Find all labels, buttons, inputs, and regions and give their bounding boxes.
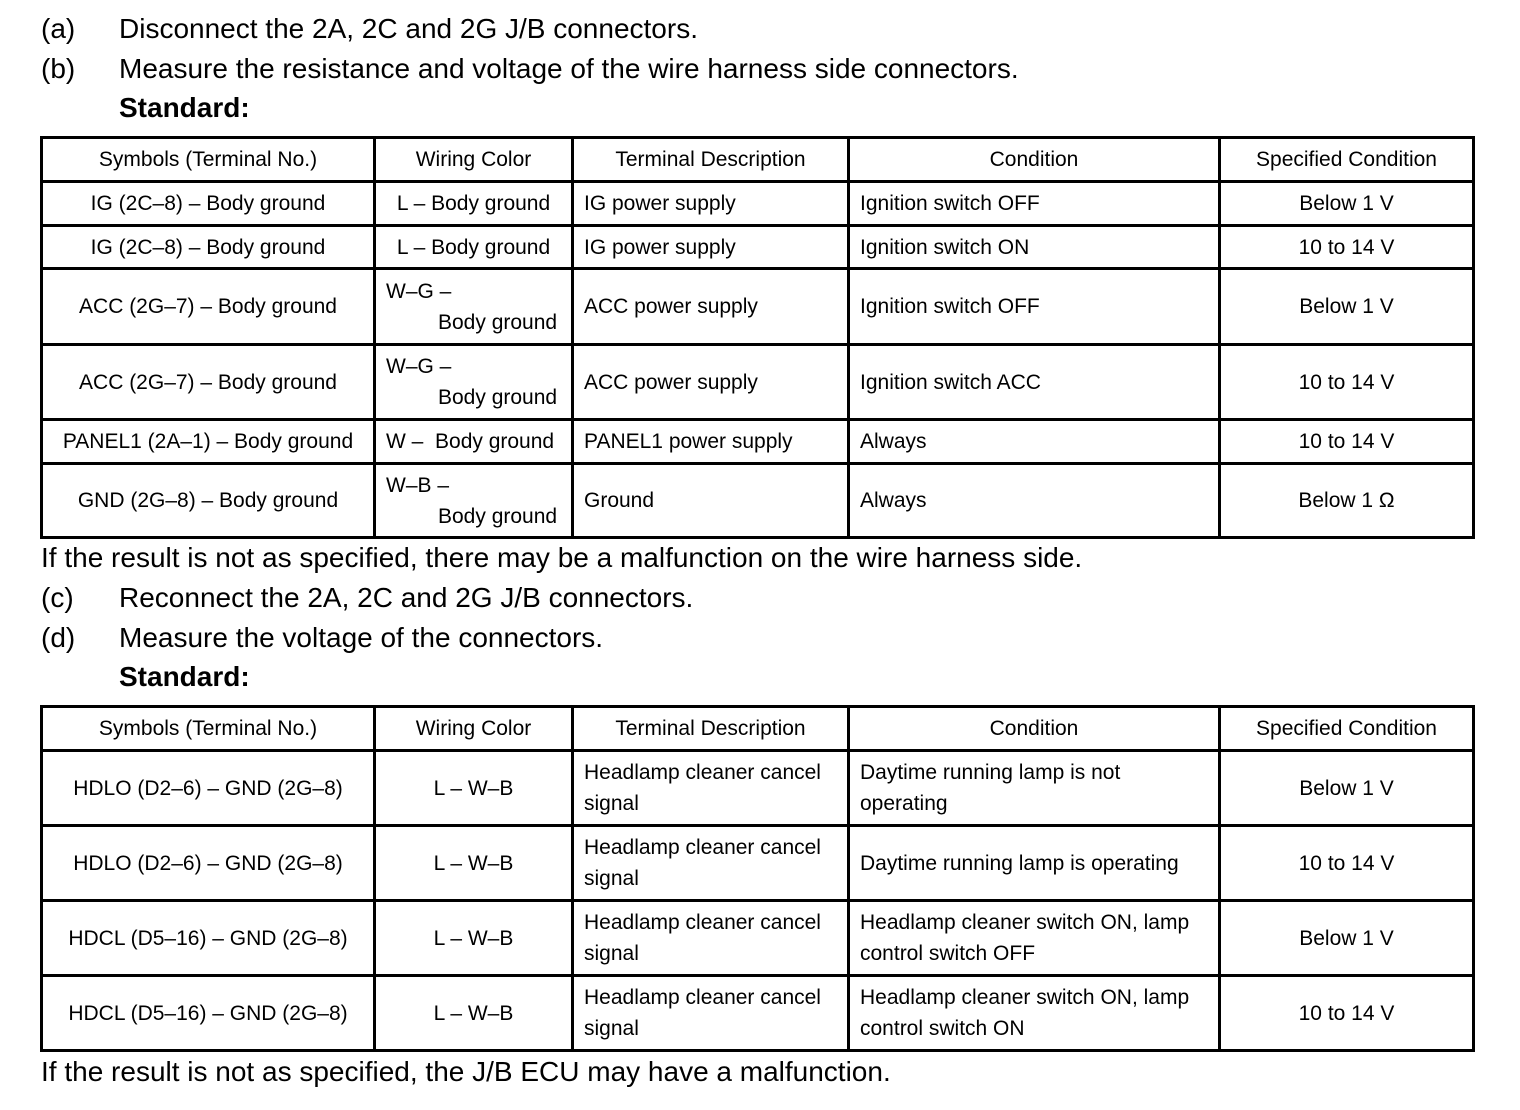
- table-row: [42, 226, 1474, 269]
- header-symbols: Symbols (Terminal No.): [42, 138, 375, 182]
- cell-symbol: IG (2C–8) – Body ground: [42, 226, 375, 269]
- step-c-text: Reconnect the 2A, 2C and 2G J/B connectors.: [119, 582, 694, 613]
- cell-condition: Ignition switch ACC: [849, 345, 1220, 420]
- cell-condition: Daytime running lamp is operating: [849, 826, 1220, 901]
- header-symbols: Symbols (Terminal No.): [42, 707, 375, 751]
- table-row: [42, 751, 1474, 826]
- table-row: [42, 345, 1474, 420]
- cell-symbol: HDCL (D5–16) – GND (2G–8): [42, 976, 375, 1051]
- cell-description: Ground: [573, 464, 849, 538]
- table-row: [42, 464, 1474, 538]
- cell-condition: Daytime running lamp is not operating: [849, 751, 1220, 826]
- cell-condition: Ignition switch ON: [849, 226, 1220, 269]
- header-wiring-color: Wiring Color: [375, 707, 573, 751]
- step-d: [41, 621, 603, 655]
- table-row: [42, 420, 1474, 464]
- cell-specified: Below 1 Ω: [1220, 464, 1474, 538]
- header-terminal-description: Terminal Description: [573, 707, 849, 751]
- cell-description: IG power supply: [573, 182, 849, 226]
- wiring-color-line1: W–B –: [386, 473, 450, 497]
- header-condition: Condition: [849, 707, 1220, 751]
- cell-specified: 10 to 14 V: [1220, 976, 1474, 1051]
- step-a: [41, 12, 698, 46]
- cell-wiring-color: L – Body ground: [375, 182, 573, 226]
- cell-description: ACC power supply: [573, 345, 849, 420]
- cell-specified: 10 to 14 V: [1220, 345, 1474, 420]
- cell-symbol: HDLO (D2–6) – GND (2G–8): [42, 826, 375, 901]
- table-row: [42, 826, 1474, 901]
- resistance-voltage-table: [40, 136, 1475, 539]
- cell-specified: 10 to 14 V: [1220, 226, 1474, 269]
- cell-wiring-color: L – Body ground: [375, 226, 573, 269]
- cell-symbol: ACC (2G–7) – Body ground: [42, 345, 375, 420]
- header-specified-condition: Specified Condition: [1220, 707, 1474, 751]
- cell-specified: Below 1 V: [1220, 182, 1474, 226]
- cell-specified: Below 1 V: [1220, 751, 1474, 826]
- cell-condition: Headlamp cleaner switch ON, lamp control switch ON: [849, 976, 1220, 1051]
- cell-description: Headlamp cleaner cancel signal: [573, 901, 849, 976]
- cell-description: Headlamp cleaner cancel signal: [573, 976, 849, 1051]
- header-terminal-description: Terminal Description: [573, 138, 849, 182]
- step-b-label: (b): [41, 53, 76, 84]
- step-c-label: (c): [41, 582, 74, 613]
- cell-description: IG power supply: [573, 226, 849, 269]
- connector-voltage-table: [40, 705, 1475, 1052]
- table-row: [42, 269, 1474, 345]
- note-wire-harness: If the result is not as specified, there may be a malfunction on the wire harness side.: [41, 542, 1083, 573]
- cell-wiring-color: L – W–B: [375, 901, 573, 976]
- note-jb-ecu: If the result is not as specified, the J/B ECU may have a malfunction.: [41, 1056, 891, 1087]
- wiring-color-line1: W–G –: [386, 279, 452, 303]
- table-row: [42, 182, 1474, 226]
- cell-wiring-color: W – Body ground: [375, 420, 573, 464]
- cell-condition: Headlamp cleaner switch ON, lamp control switch OFF: [849, 901, 1220, 976]
- cell-wiring-color: [375, 464, 573, 538]
- cell-symbol: HDLO (D2–6) – GND (2G–8): [42, 751, 375, 826]
- step-a-label: (a): [41, 13, 76, 44]
- cell-wiring-color: [375, 269, 573, 345]
- step-b: [41, 52, 1019, 86]
- cell-symbol: PANEL1 (2A–1) – Body ground: [42, 420, 375, 464]
- table-header-row: [42, 707, 1474, 751]
- table-row: [42, 901, 1474, 976]
- wiring-color-line2: Body ground: [438, 310, 558, 334]
- header-condition: Condition: [849, 138, 1220, 182]
- step-d-label: (d): [41, 622, 76, 653]
- cell-symbol: HDCL (D5–16) – GND (2G–8): [42, 901, 375, 976]
- wiring-color-line1: W–G –: [386, 355, 452, 378]
- cell-wiring-color: L – W–B: [375, 826, 573, 901]
- cell-symbol: GND (2G–8) – Body ground: [42, 464, 375, 538]
- wiring-color-line2: Body ground: [438, 504, 558, 528]
- step-d-text: Measure the voltage of the connectors.: [119, 622, 604, 653]
- standard-heading-1: Standard:: [119, 92, 250, 123]
- header-wiring-color: Wiring Color: [375, 138, 573, 182]
- cell-specified: Below 1 V: [1220, 269, 1474, 345]
- wiring-color-line2: Body ground: [438, 386, 558, 409]
- cell-description: Headlamp cleaner cancel signal: [573, 751, 849, 826]
- cell-wiring-color: [375, 345, 573, 420]
- cell-symbol: IG (2C–8) – Body ground: [42, 182, 375, 226]
- cell-wiring-color: L – W–B: [375, 976, 573, 1051]
- cell-wiring-color: L – W–B: [375, 751, 573, 826]
- table-header-row: [42, 138, 1474, 182]
- cell-condition: Ignition switch OFF: [849, 182, 1220, 226]
- cell-condition: Always: [849, 420, 1220, 464]
- cell-specified: 10 to 14 V: [1220, 420, 1474, 464]
- step-b-text: Measure the resistance and voltage of the wire harness side connectors.: [119, 53, 1019, 84]
- cell-specified: Below 1 V: [1220, 901, 1474, 976]
- cell-description: ACC power supply: [573, 269, 849, 345]
- step-a-text: Disconnect the 2A, 2C and 2G J/B connectors.: [119, 13, 698, 44]
- table-row: [42, 976, 1474, 1051]
- cell-description: Headlamp cleaner cancel signal: [573, 826, 849, 901]
- cell-specified: 10 to 14 V: [1220, 826, 1474, 901]
- cell-condition: Always: [849, 464, 1220, 538]
- header-specified-condition: Specified Condition: [1220, 138, 1474, 182]
- cell-description: PANEL1 power supply: [573, 420, 849, 464]
- cell-condition: Ignition switch OFF: [849, 269, 1220, 345]
- cell-symbol: ACC (2G–7) – Body ground: [42, 269, 375, 345]
- standard-heading-2: Standard:: [119, 661, 250, 692]
- step-c: [41, 581, 693, 615]
